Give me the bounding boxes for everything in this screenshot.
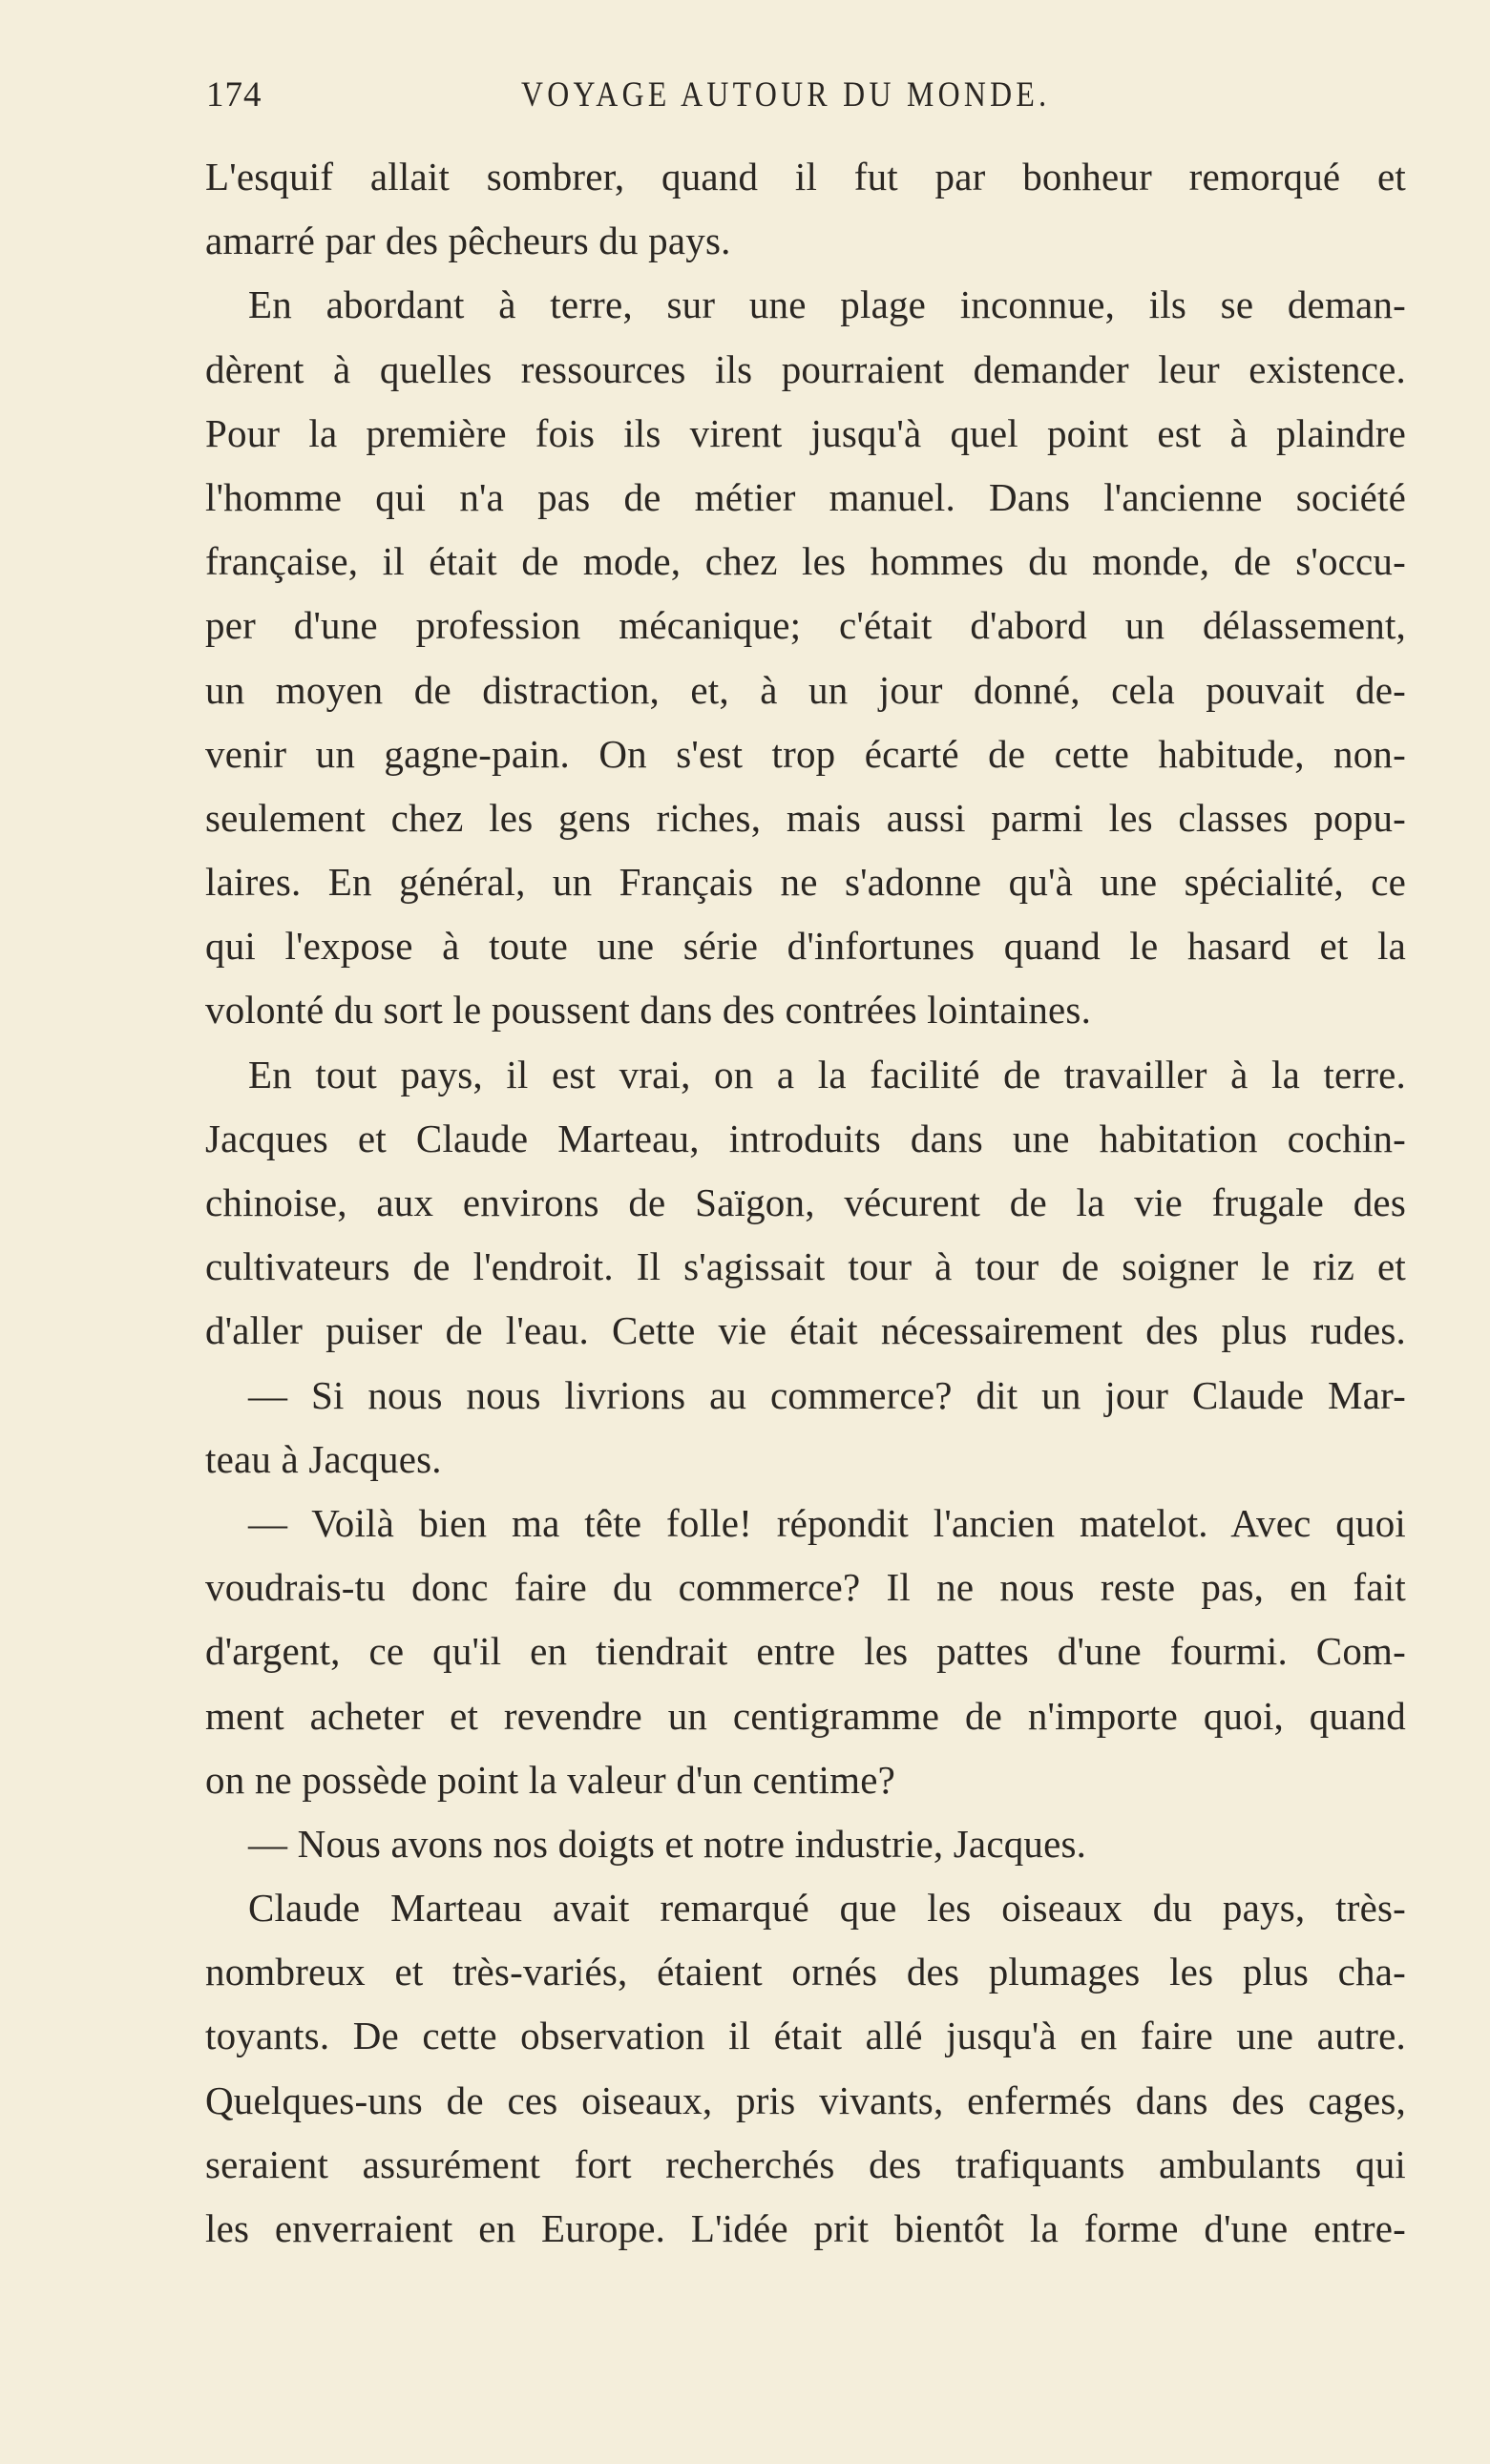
text-line: chinoise, aux environs de Saïgon, vécurent de la vie frugale des [205, 1180, 1406, 1224]
text-line: teau à Jacques. [205, 1436, 442, 1481]
text-line: nombreux et très-variés, étaient ornés des plumages les plus cha- [205, 1950, 1406, 1994]
text-line: — Si nous nous livrions au commerce? dit un jour Claude Mar- [248, 1372, 1406, 1417]
text-line: Pour la première fois ils virent jusqu'à quel point est à plaindre [205, 410, 1406, 455]
text-line: Claude Marteau avait remarqué que les oiseaux du pays, très- [248, 1886, 1406, 1931]
running-title: VOYAGE AUTOUR DU MONDE. [521, 75, 1051, 115]
text-line: per d'une profession mécanique; c'était d'abord un délassement, [205, 603, 1406, 648]
page-number: 174 [206, 75, 262, 115]
text-line: d'aller puiser de l'eau. Cette vie était nécessairement des plus rudes. [205, 1308, 1406, 1353]
text-line: toyants. De cette observation il était allé jusqu'à en faire une autre. [205, 2014, 1406, 2058]
running-head [206, 74, 1405, 122]
text-line: un moyen de distraction, et, à un jour donné, cela pouvait de- [205, 667, 1406, 712]
text-line: d'argent, ce qu'il en tiendrait entre les pattes d'une fourmi. Com- [205, 1629, 1406, 1674]
text-line: l'homme qui n'a pas de métier manuel. Dans l'ancienne société [205, 474, 1406, 519]
body-text [205, 145, 1406, 2261]
text-line: voudrais-tu donc faire du commerce? Il ne nous reste pas, en fait [205, 1565, 1406, 1610]
text-line: En tout pays, il est vrai, on a la facilité de travailler à la terre. [248, 1052, 1406, 1096]
text-line: volonté du sort le poussent dans des contrées lointaines. [205, 988, 1092, 1033]
text-line: on ne possède point la valeur d'un centime? [205, 1757, 896, 1802]
text-line: ment acheter et revendre un centigramme de n'importe quoi, quand [205, 1693, 1406, 1738]
text-line: — Voilà bien ma tête folle! répondit l'ancien matelot. Avec quoi [248, 1500, 1406, 1545]
text-line: qui l'expose à toute une série d'infortunes quand le hasard et la [205, 924, 1406, 969]
text-line: laires. En général, un Français ne s'adonne qu'à une spécialité, ce [205, 860, 1406, 905]
text-line: les enverraient en Europe. L'idée prit bientôt la forme d'une entre- [205, 2206, 1406, 2250]
text-line: dèrent à quelles ressources ils pourraient demander leur existence. [205, 346, 1406, 391]
text-line: Quelques-uns de ces oiseaux, pris vivants, enfermés dans des cages, [205, 2078, 1406, 2122]
text-line: cultivateurs de l'endroit. Il s'agissait tour à tour de soigner le riz et [205, 1244, 1406, 1289]
text-line: seraient assurément fort recherchés des trafiquants ambulants qui [205, 2141, 1406, 2186]
text-line: amarré par des pêcheurs du pays. [205, 219, 731, 263]
text-line: seulement chez les gens riches, mais aussi parmi les classes popu- [205, 795, 1406, 840]
text-line: En abordant à terre, sur une plage inconnue, ils se deman- [248, 282, 1406, 327]
text-line: L'esquif allait sombrer, quand il fut par bonheur remorqué et [205, 155, 1406, 198]
text-line: — Nous avons nos doigts et notre industrie, Jacques. [248, 1821, 1087, 1866]
text-line: Jacques et Claude Marteau, introduits dans une habitation cochin- [205, 1116, 1406, 1160]
text-line: venir un gagne-pain. On s'est trop écarté de cette habitude, non- [205, 731, 1406, 776]
text-line: française, il était de mode, chez les hommes du monde, de s'occu- [205, 539, 1406, 584]
